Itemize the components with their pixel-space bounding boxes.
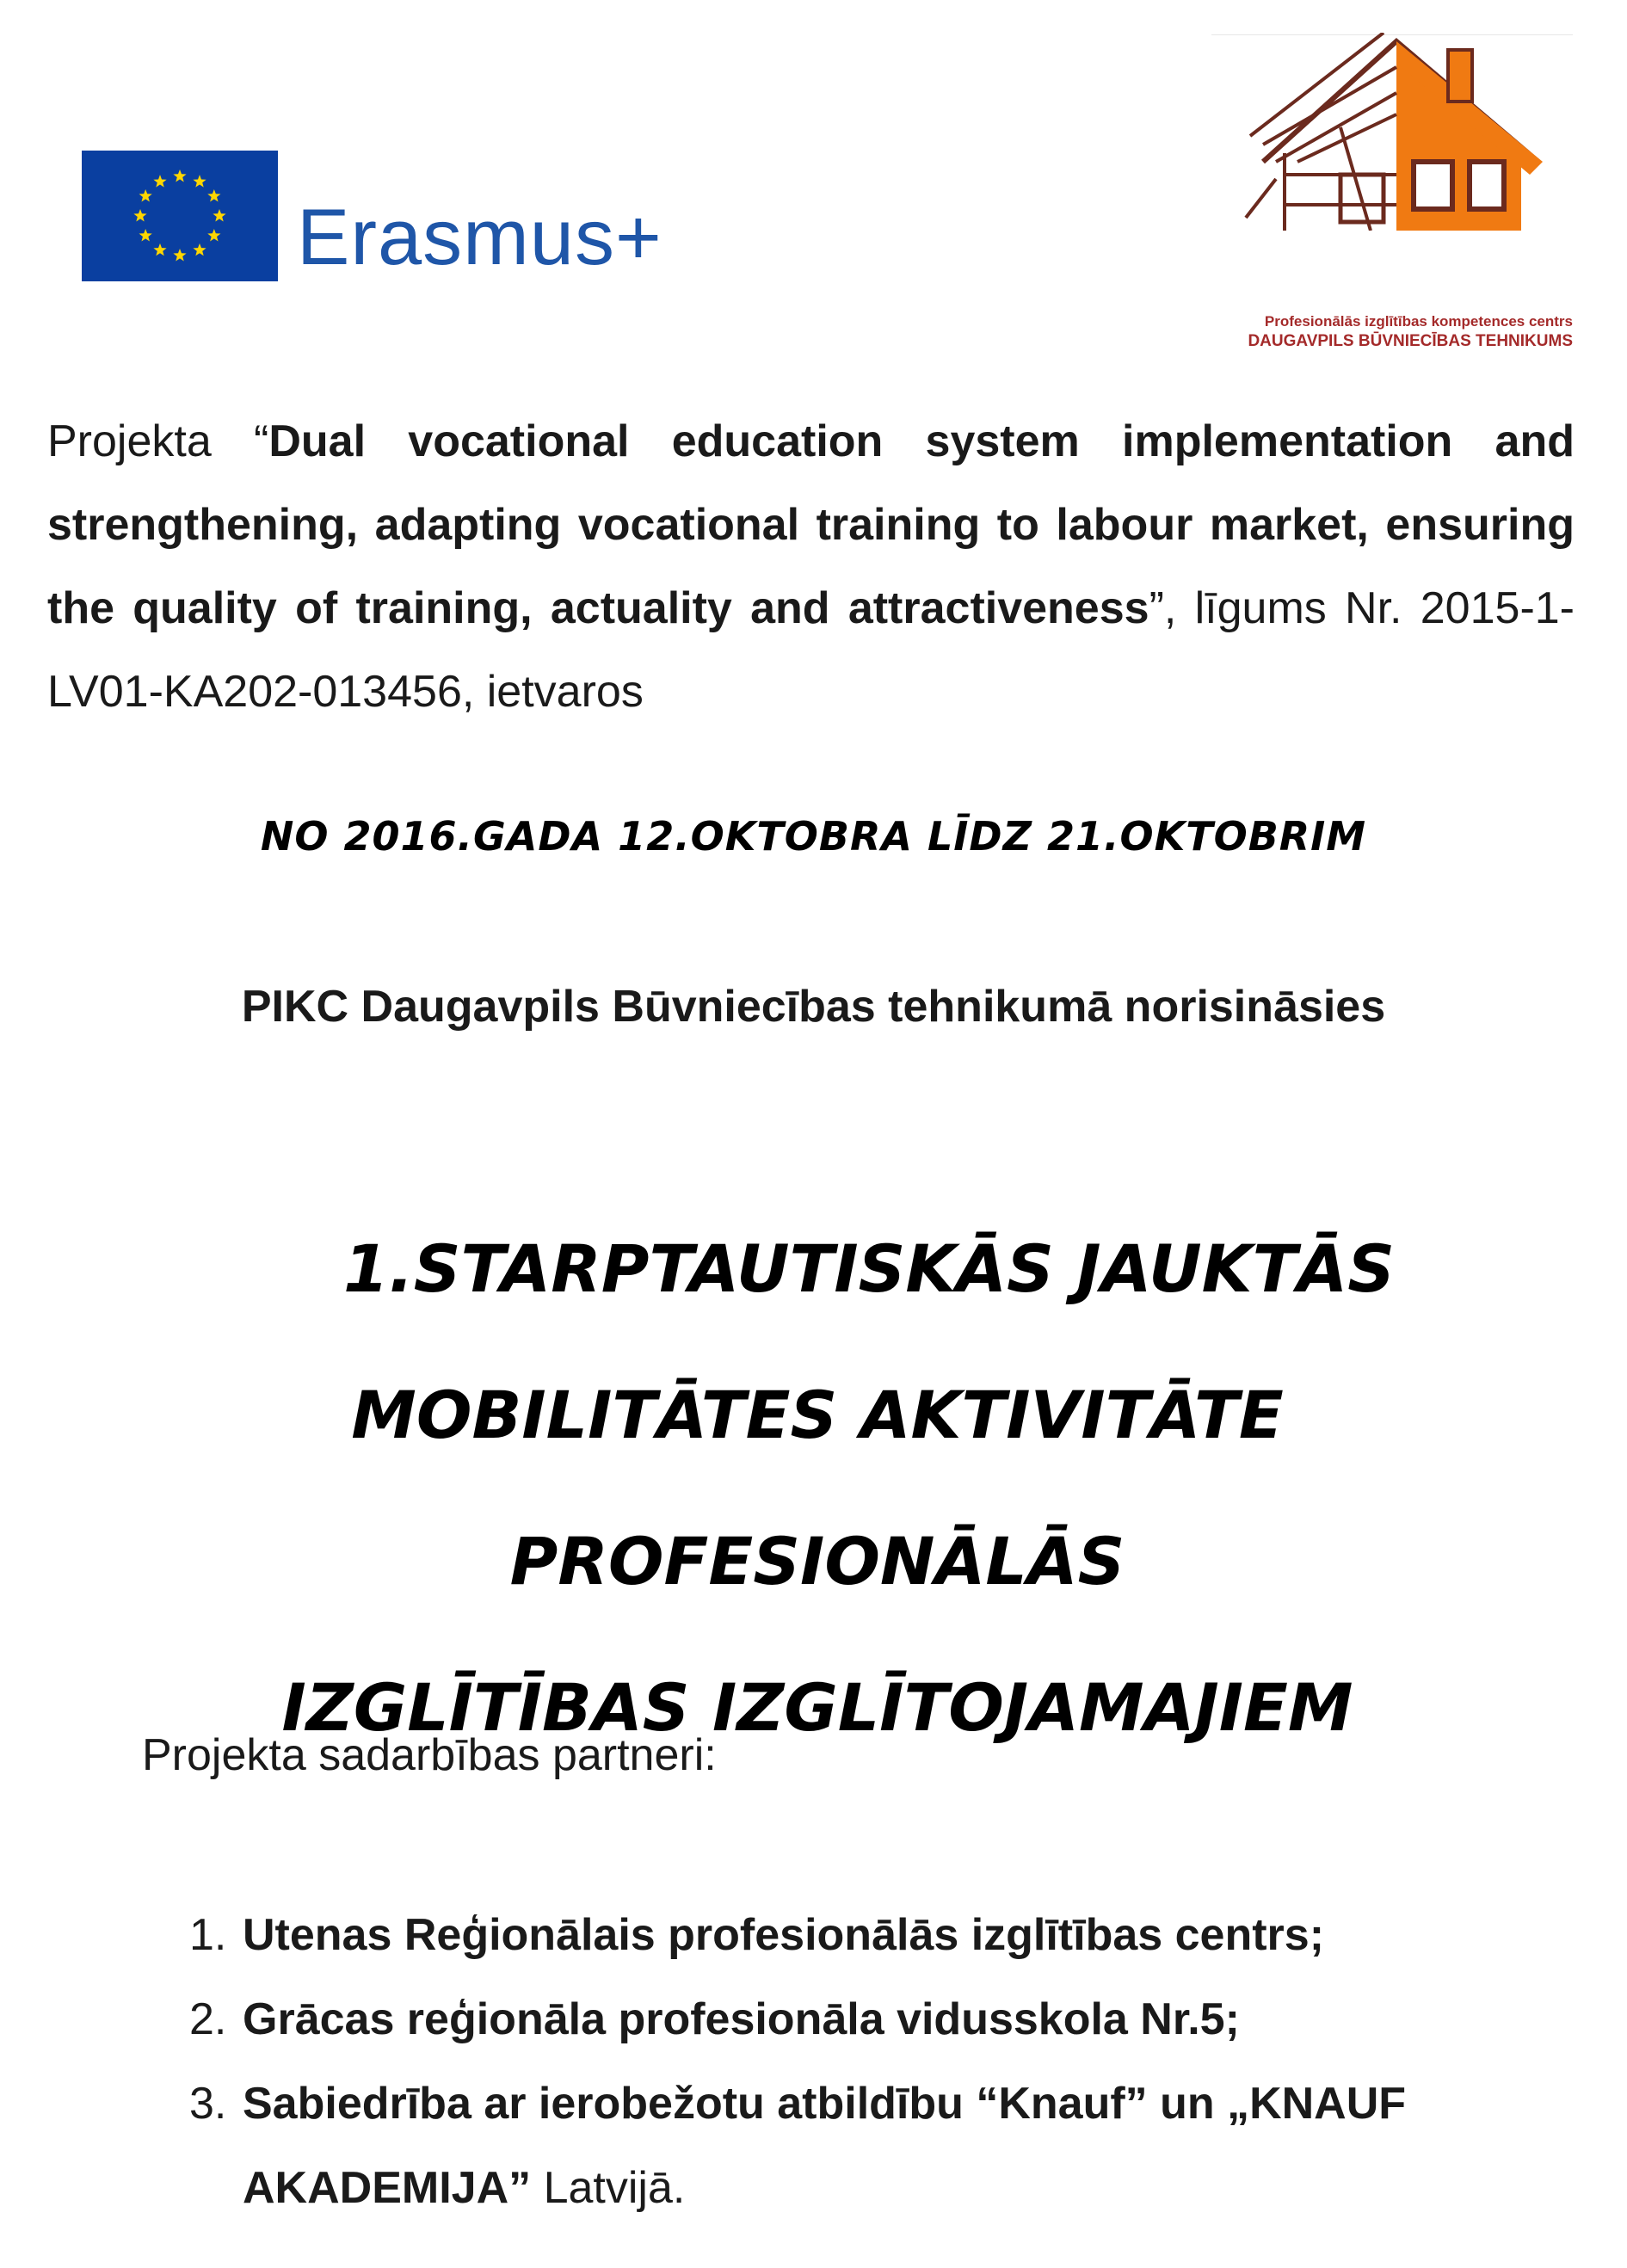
- school-name-line-1: Profesionālās izglītības kompetences centrs: [1264, 313, 1573, 330]
- intro-prefix: Projekta “: [47, 416, 269, 466]
- event-headline: [52, 1196, 1583, 1781]
- event-dates: NO 2016.GADA 12.OKTOBRA LĪDZ 21.OKTOBRIM: [260, 813, 1367, 860]
- event-venue: PIKC Daugavpils Būvniecības tehnikumā norisināsies: [241, 982, 1386, 1032]
- project-title: Dual vocational education system implementation and strengthening, adapting vocational training to labour market, ensuring the quality of training, actuality and attractiveness: [47, 416, 1575, 633]
- list-item: [189, 1893, 1531, 1977]
- house-icon: [1211, 33, 1573, 231]
- headline-line-2: MOBILITĀTES AKTIVITĀTE PROFESIONĀLĀS: [351, 1377, 1284, 1599]
- eu-flag-logo: [82, 151, 278, 281]
- list-number: 2.: [189, 1994, 227, 2044]
- intro-suffix: ”, līgums Nr. 2015-1-LV01-KA202-013456, ietvaros: [47, 583, 1575, 717]
- school-name-line-2: DAUGAVPILS BŪVNIECĪBAS TEHNIKUMS: [1248, 332, 1573, 350]
- partners-list: [189, 1893, 1531, 2230]
- headline-line-1: 1.STARPTAUTISKĀS JAUKTĀS: [343, 1230, 1395, 1307]
- list-number: 3.: [189, 2079, 227, 2129]
- intro-paragraph: [47, 400, 1575, 734]
- headline-line-3: IZGLĪTĪBAS IZGLĪTOJAMAJIEM: [281, 1669, 1353, 1746]
- partners-label: Projekta sadarbības partneri:: [142, 1730, 717, 1780]
- list-item: [189, 2062, 1531, 2230]
- eu-stars-icon: [82, 151, 278, 281]
- erasmus-wordmark: Erasmus+: [297, 194, 663, 281]
- list-number: 1.: [189, 1910, 227, 1960]
- partner-name: Utenas Reģionālais profesionālās izglītības centrs;: [243, 1910, 1325, 1960]
- partner-suffix: Latvijā.: [531, 2163, 686, 2213]
- list-item: [189, 1977, 1531, 2062]
- partner-name: Sabiedrība ar ierobežotu atbildību “Knauf” un „KNAUF AKADEMIJA”: [243, 2079, 1407, 2213]
- partner-name: Grācas reģionāla profesionāla vidusskola Nr.5;: [243, 1994, 1240, 2044]
- school-logo: [1211, 33, 1573, 350]
